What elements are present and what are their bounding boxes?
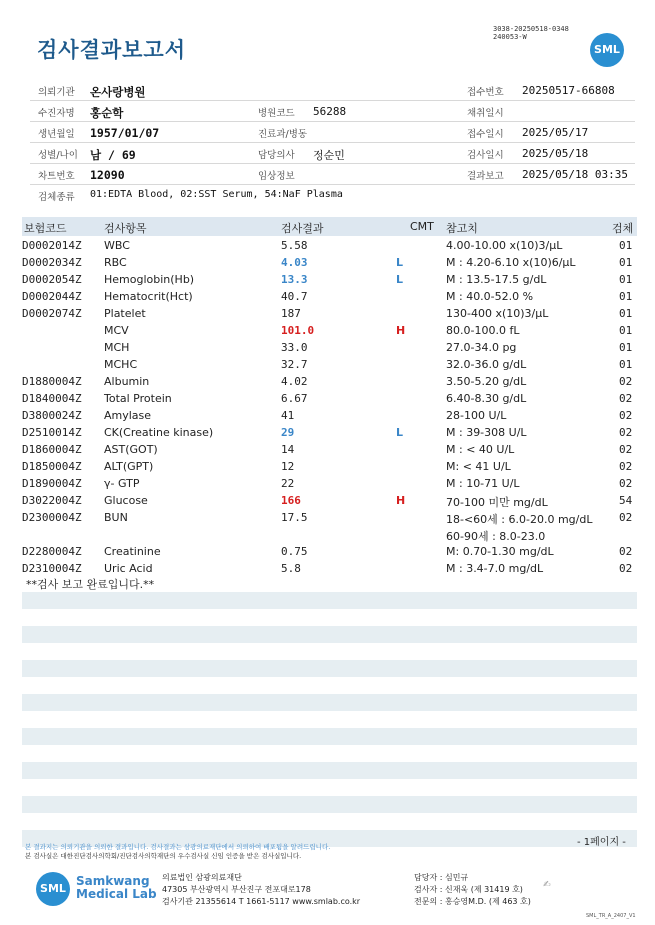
test-item: Platelet (104, 307, 146, 320)
reference-range: 80.0-100.0 fL (446, 324, 520, 337)
specimen-code: 01 (619, 341, 633, 354)
reference-range: M : 4.20-6.10 x(10)6/μL (446, 256, 576, 269)
insurance-code: D1850004Z (22, 460, 82, 473)
reference-range: 3.50-5.20 g/dL (446, 375, 527, 388)
specimen-code: 02 (619, 562, 633, 575)
empty-row-band (22, 830, 637, 842)
specimen-code: 02 (619, 443, 633, 456)
reference-range: M : 39-308 U/L (446, 426, 527, 439)
test-result: 40.7 (281, 290, 308, 303)
reference-range: 6.40-8.30 g/dL (446, 392, 527, 405)
empty-row-band (22, 660, 637, 677)
table-row (22, 526, 637, 543)
test-result: 5.58 (281, 239, 308, 252)
table-row (22, 424, 637, 441)
footer-note-2: 본 검사실은 대한진단검사의학회/진단검사의학재단의 우수검사실 신임 인증을 받은 검사실입니다. (25, 852, 302, 860)
test-result: 0.75 (281, 545, 308, 558)
specimen-code: 02 (619, 392, 633, 405)
test-result: 13.3 (281, 273, 308, 286)
receipt-no-value: 20250517-66808 (522, 84, 615, 97)
empty-row-band (22, 626, 637, 643)
table-row (22, 254, 637, 271)
test-result: 101.0 (281, 324, 315, 337)
insurance-code: D0002044Z (22, 290, 82, 303)
table-row (22, 560, 637, 577)
header-row-6: 검체종류 01:EDTA Blood, 02:SST Serum, 54:NaF Plasma (38, 189, 343, 203)
specimen-code: 02 (619, 409, 633, 422)
receipt-date: 2025/05/17 (522, 126, 589, 139)
insurance-code: D0002034Z (22, 256, 82, 269)
test-item: Creatinine (104, 545, 161, 558)
test-result: 32.7 (281, 358, 308, 371)
reference-range: M : 40.0-52.0 % (446, 290, 534, 303)
chart-number: 12090 (90, 168, 125, 182)
page-number: - 1페이지 - (577, 837, 626, 848)
insurance-code: D2510014Z (22, 426, 82, 439)
reference-range: 70-100 미만 mg/dL (446, 496, 548, 509)
table-row (22, 390, 637, 407)
empty-row-band (22, 728, 637, 745)
reference-range: 130-400 x(10)3/μL (446, 307, 549, 320)
test-item: γ- GTP (104, 477, 140, 490)
specimen-code: 01 (619, 358, 633, 371)
report-title: 검사결과보고서 (37, 38, 187, 62)
test-result: 4.03 (281, 256, 308, 269)
empty-row-band (22, 592, 637, 609)
specimen-code: 01 (619, 290, 633, 303)
reference-range: 32.0-36.0 g/dL (446, 358, 527, 371)
test-item: Albumin (104, 375, 150, 388)
org-address: 47305 부산광역시 부산진구 전포대로178 (162, 885, 311, 894)
sml-logo: SML (590, 33, 624, 67)
header-row-5: 차트번호 12090 임상정보 결과보고 2025/05/18 03:35 (30, 164, 635, 185)
test-item: Total Protein (104, 392, 172, 405)
staff-examiner: 검사자 : 신재욱 (제 31419 호) (414, 885, 523, 894)
specimen-code: 02 (619, 460, 633, 473)
reference-range: M : 10-71 U/L (446, 477, 520, 490)
test-result: 33.0 (281, 341, 308, 354)
specimen-code: 01 (619, 324, 633, 337)
specimen-code: 01 (619, 273, 633, 286)
insurance-code: D0002074Z (22, 307, 82, 320)
test-item: RBC (104, 256, 127, 269)
test-result: 41 (281, 409, 295, 422)
reference-range: 4.00-10.00 x(10)3/μL (446, 239, 563, 252)
sex-age: 남 / 69 (90, 148, 136, 162)
table-row (22, 441, 637, 458)
patient-name: 홍순학 (90, 106, 124, 120)
test-result: 5.8 (281, 562, 301, 575)
table-row (22, 373, 637, 390)
result-flag: H (396, 494, 406, 507)
insurance-code: D0002054Z (22, 273, 82, 286)
samkwang-logo: SML (36, 872, 70, 906)
empty-row-band (22, 762, 637, 779)
insurance-code: D3800024Z (22, 409, 82, 422)
test-result: 187 (281, 307, 301, 320)
reference-range: 18-<60세 : 6.0-20.0 mg/dL (446, 513, 593, 526)
test-item: Hematocrit(Hct) (104, 290, 193, 303)
header-row-4: 성별/나이 남 / 69 담당의사 정순민 검사일시 2025/05/18 (30, 143, 635, 164)
specimen-code: 01 (619, 307, 633, 320)
test-item: CK(Creatine kinase) (104, 426, 214, 439)
test-result: 4.02 (281, 375, 308, 388)
insurance-code: D3022004Z (22, 494, 82, 507)
test-item: MCHC (104, 358, 138, 371)
reference-range: 60-90세 : 8.0-23.0 (446, 530, 546, 543)
form-code: SML_TR_A_2407_V1 (586, 913, 636, 919)
org-name: 의료법인 삼광의료재단 (162, 873, 242, 882)
header-row-1: 의뢰기관 온사랑병원 접수번호 20250517-66808 (30, 80, 635, 101)
specimen-code: 01 (619, 256, 633, 269)
header-row-2: 수진자명 홍순학 병원코드 56288 채취일시 (30, 101, 635, 122)
doctor-name: 정순민 (313, 149, 345, 162)
reference-range: M: < 41 U/L (446, 460, 511, 473)
birth-date: 1957/01/07 (90, 126, 160, 140)
reference-range: M : 13.5-17.5 g/dL (446, 273, 547, 286)
reference-range: 28-100 U/L (446, 409, 507, 422)
table-row (22, 305, 637, 322)
header-row-3: 생년월일 1957/01/07 진료과/병동 접수일시 2025/05/17 (30, 122, 635, 143)
table-row (22, 458, 637, 475)
result-flag: L (396, 273, 404, 286)
table-row (22, 407, 637, 424)
staff-specialist: 전문의 : 홍승영M.D. (제 463 호) (414, 897, 531, 906)
specimen-code: 02 (619, 426, 633, 439)
report-complete-note: **검사 보고 완료입니다.** (26, 578, 155, 591)
empty-row-band (22, 796, 637, 813)
empty-row-band (22, 694, 637, 711)
test-result: 6.67 (281, 392, 308, 405)
test-item: Glucose (104, 494, 148, 507)
specimen-code: 54 (619, 494, 633, 507)
table-row (22, 356, 637, 373)
test-item: Amylase (104, 409, 152, 422)
table-row (22, 475, 637, 492)
test-item: Hemoglobin(Hb) (104, 273, 195, 286)
test-result: 12 (281, 460, 295, 473)
result-flag: L (396, 426, 404, 439)
specimen-code: 01 (619, 239, 633, 252)
insurance-code: D1880004Z (22, 375, 82, 388)
client-value: 온사랑병원 (90, 85, 146, 99)
table-row (22, 509, 637, 526)
brand-name: Samkwang Medical Lab (76, 874, 157, 901)
insurance-code: D0002014Z (22, 239, 82, 252)
staff-manager: 담당자 : 심민규 (414, 873, 469, 882)
table-row (22, 237, 637, 254)
test-result: 29 (281, 426, 295, 439)
org-contact: 검사기관 21355614 T 1661-5117 www.smlab.co.kr (162, 897, 361, 906)
table-row (22, 322, 637, 339)
test-item: BUN (104, 511, 128, 524)
test-result: 22 (281, 477, 295, 490)
table-row (22, 543, 637, 560)
test-result: 14 (281, 443, 295, 456)
test-item: AST(GOT) (104, 443, 158, 456)
test-item: MCV (104, 324, 129, 337)
test-item: MCH (104, 341, 130, 354)
insurance-code: D1860004Z (22, 443, 82, 456)
insurance-code: D1840004Z (22, 392, 82, 405)
test-result: 166 (281, 494, 301, 507)
insurance-code: D1890004Z (22, 477, 82, 490)
footer-note-1: 본 결과지는 의뢰기관을 의뢰한 결과입니다. 검사결과는 삼광의료재단에서 의뢰하여 배포됨을 알려드립니다. (25, 843, 331, 851)
document-code: 3038-20250518-0348 240053-W (493, 25, 569, 41)
test-item: WBC (104, 239, 130, 252)
specimen-code: 02 (619, 477, 633, 490)
insurance-code: D2310004Z (22, 562, 82, 575)
insurance-code: D2300004Z (22, 511, 82, 524)
result-flag: H (396, 324, 406, 337)
report-date: 2025/05/18 03:35 (522, 168, 628, 181)
results-table-header: 보험코드 검사항목 검사결과 CMT 참고치 검체 (22, 217, 637, 236)
hospital-code: 56288 (313, 105, 347, 118)
test-item: Uric Acid (104, 562, 153, 575)
signature-mark: ✍ (543, 880, 551, 890)
test-result: 17.5 (281, 511, 308, 524)
table-row (22, 339, 637, 356)
reference-range: 27.0-34.0 pg (446, 341, 517, 354)
table-row (22, 492, 637, 509)
table-row (22, 271, 637, 288)
specimen-code: 02 (619, 545, 633, 558)
result-flag: L (396, 256, 404, 269)
specimen-code: 02 (619, 511, 633, 524)
table-row (22, 288, 637, 305)
reference-range: M : 3.4-7.0 mg/dL (446, 562, 544, 575)
test-item: ALT(GPT) (104, 460, 154, 473)
test-date: 2025/05/18 (522, 147, 589, 160)
specimen-code: 02 (619, 375, 633, 388)
reference-range: M : < 40 U/L (446, 443, 515, 456)
specimen-types: 01:EDTA Blood, 02:SST Serum, 54:NaF Plasma (90, 189, 343, 200)
reference-range: M: 0.70-1.30 mg/dL (446, 545, 554, 558)
insurance-code: D2280004Z (22, 545, 82, 558)
